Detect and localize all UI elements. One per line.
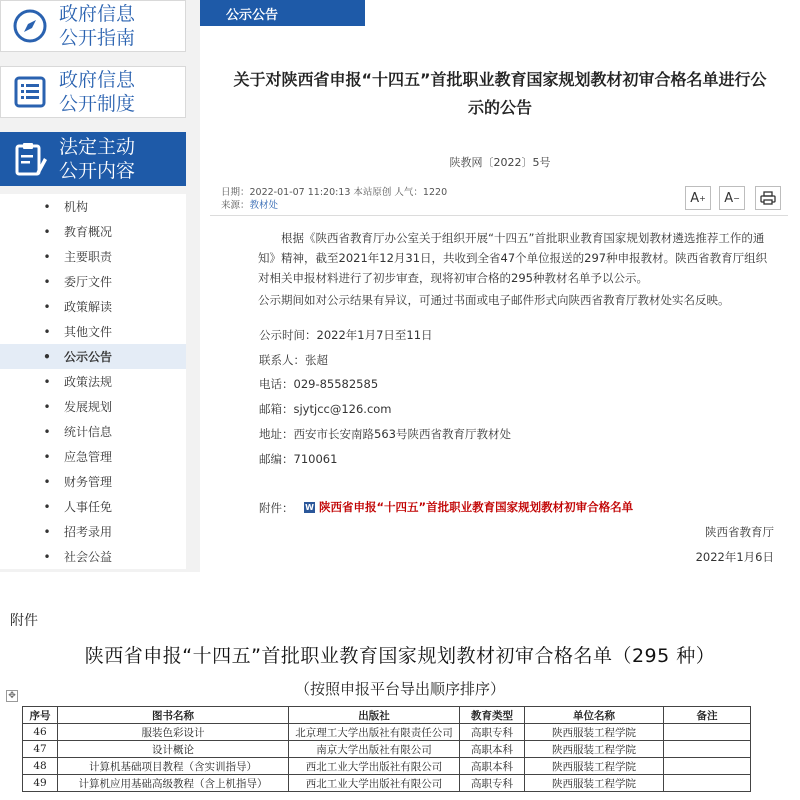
tile-label: 公开制度 xyxy=(59,93,136,115)
article-title xyxy=(200,66,800,122)
nav-item[interactable] xyxy=(0,194,186,219)
section-tab[interactable]: 公示公告 xyxy=(200,0,365,26)
cell xyxy=(664,724,751,741)
signature-org: 陕西省教育厅 xyxy=(705,525,774,539)
cell: 46 xyxy=(23,724,58,741)
attachment-subtitle: （按照申报平台导出顺序排序） xyxy=(294,680,505,698)
article-meta: 日期：2022-01-07 11:20:13 本站原创 人气：1220 xyxy=(221,187,448,198)
title-line: 示的公告 xyxy=(467,98,532,117)
signature-date: 2022年1月6日 xyxy=(695,550,774,564)
nav-item[interactable] xyxy=(0,369,186,394)
nav-label: 社会公益 xyxy=(64,550,113,564)
cell: 高职专科 xyxy=(460,775,525,792)
cell: 服装色彩设计 xyxy=(58,724,289,741)
nav-label: 机构 xyxy=(64,200,89,214)
info-line: 公示时间：2022年1月7日至11日 xyxy=(259,328,433,342)
nav-item[interactable] xyxy=(0,494,186,519)
nav-label: 应急管理 xyxy=(64,450,113,464)
approval-table xyxy=(22,706,751,792)
bullet-icon: • xyxy=(43,199,51,214)
print-button[interactable] xyxy=(755,186,781,210)
article-source xyxy=(221,197,278,211)
bullet-icon: • xyxy=(43,324,51,339)
printer-icon xyxy=(760,191,776,205)
word-doc-icon: W xyxy=(305,502,314,512)
clipboard-edit-icon xyxy=(1,141,59,177)
nav-item[interactable] xyxy=(0,319,186,344)
tile-label: 政府信息 xyxy=(59,3,136,25)
nav-label: 政策法规 xyxy=(64,375,113,389)
column-header: 单位名称 xyxy=(525,707,664,724)
nav-item-active[interactable] xyxy=(0,344,186,369)
column-header: 序号 xyxy=(23,707,58,724)
bullet-icon: • xyxy=(43,224,51,239)
cell: 高职本科 xyxy=(460,758,525,775)
nav-label: 其他文件 xyxy=(64,325,113,339)
cell: 计算机基础项目教程（含实训指导） xyxy=(58,758,289,775)
cell: 陕西服装工程学院 xyxy=(525,758,664,775)
column-header: 教育类型 xyxy=(460,707,525,724)
cell: 高职本科 xyxy=(460,741,525,758)
cell: 高职专科 xyxy=(460,724,525,741)
nav-item[interactable] xyxy=(0,519,186,544)
cell: 陕西服装工程学院 xyxy=(525,724,664,741)
info-line: 邮编：710061 xyxy=(259,452,338,466)
font-decrease-label: A xyxy=(724,190,734,206)
divider xyxy=(210,215,788,216)
nav-label: 招考录用 xyxy=(64,525,113,539)
bullet-icon: • xyxy=(43,399,51,414)
bullet-icon: • xyxy=(43,549,51,564)
bullet-icon: • xyxy=(43,299,51,314)
compass-icon xyxy=(1,9,59,43)
nav-item[interactable] xyxy=(0,294,186,319)
cell: 西北工业大学出版社有限公司 xyxy=(289,775,460,792)
bullet-icon: • xyxy=(43,349,51,364)
document-list-icon xyxy=(1,75,59,109)
bullet-icon: • xyxy=(43,424,51,439)
info-line: 联系人：张超 xyxy=(259,353,328,367)
nav-item[interactable] xyxy=(0,544,186,569)
font-decrease-button[interactable] xyxy=(719,186,745,210)
cell: 48 xyxy=(23,758,58,775)
paragraph: 公示期间如对公示结果有异议，可通过书面或电子邮件形式向陕西省教育厅教材处实名反映。 xyxy=(258,293,730,307)
cell: 南京大学出版社有限公司 xyxy=(289,741,460,758)
nav-label: 政策解读 xyxy=(64,300,113,314)
table-row xyxy=(23,758,751,775)
nav-label: 人事任免 xyxy=(64,500,113,514)
nav-item[interactable] xyxy=(0,244,186,269)
bullet-icon: • xyxy=(43,249,51,264)
attachment-link-text: 陕西省申报“十四五”首批职业教育国家规划教材初审合格名单 xyxy=(319,500,634,514)
table-row xyxy=(23,724,751,741)
nav-label: 教育概况 xyxy=(64,225,113,239)
bullet-icon: • xyxy=(43,374,51,389)
nav-label: 财务管理 xyxy=(64,475,113,489)
minus-icon: − xyxy=(733,193,740,203)
sidebar-nav xyxy=(0,194,186,569)
table-row xyxy=(23,741,751,758)
nav-label: 公示公告 xyxy=(64,350,113,364)
article-panel xyxy=(200,0,800,572)
sidebar-tile-system[interactable] xyxy=(0,66,186,118)
table-row xyxy=(23,775,751,792)
nav-item[interactable] xyxy=(0,269,186,294)
article-body xyxy=(258,228,778,310)
sidebar-tile-guide[interactable] xyxy=(0,0,186,52)
bullet-icon: • xyxy=(43,524,51,539)
cell: 47 xyxy=(23,741,58,758)
nav-label: 发展规划 xyxy=(64,400,113,414)
cell: 西北工业大学出版社有限公司 xyxy=(289,758,460,775)
nav-item[interactable] xyxy=(0,444,186,469)
tile-label: 政府信息 xyxy=(59,69,136,91)
nav-label: 统计信息 xyxy=(64,425,113,439)
title-line: 关于对陕西省申报“十四五”首批职业教育国家规划教材初审合格名单进行公 xyxy=(233,70,767,89)
cell: 49 xyxy=(23,775,58,792)
column-header: 出版社 xyxy=(289,707,460,724)
cell: 设计概论 xyxy=(58,741,289,758)
cell: 陕西服装工程学院 xyxy=(525,775,664,792)
document-number: 陕教网〔2022〕5号 xyxy=(449,156,551,169)
table-header-row xyxy=(23,707,751,724)
info-line: 电话：029-85582585 xyxy=(259,377,379,391)
tile-label: 公开内容 xyxy=(59,160,136,182)
table-move-handle-icon[interactable]: ✥ xyxy=(6,690,18,702)
tile-label: 公开指南 xyxy=(59,27,136,49)
cell: 计算机应用基础高级教程（含上机指导） xyxy=(58,775,289,792)
nav-item[interactable] xyxy=(0,469,186,494)
attachment-heading: 附件 xyxy=(10,613,38,629)
info-line: 地址：西安市长安南路563号陕西省教育厅教材处 xyxy=(259,427,511,441)
attachment-link[interactable] xyxy=(304,499,633,515)
plus-icon: + xyxy=(699,193,706,203)
nav-item[interactable] xyxy=(0,419,186,444)
cell: 北京理工大学出版社有限责任公司 xyxy=(289,724,460,741)
cell xyxy=(664,775,751,792)
column-header: 备注 xyxy=(664,707,751,724)
bullet-icon: • xyxy=(43,449,51,464)
source-link[interactable]: 教材处 xyxy=(249,200,279,211)
tile-label: 法定主动 xyxy=(59,136,136,158)
font-increase-button[interactable] xyxy=(685,186,711,210)
cell: 陕西服装工程学院 xyxy=(525,741,664,758)
bullet-icon: • xyxy=(43,499,51,514)
column-header: 图书名称 xyxy=(58,707,289,724)
font-increase-label: A xyxy=(690,190,700,206)
nav-label: 主要职责 xyxy=(64,250,113,264)
bullet-icon: • xyxy=(43,274,51,289)
bullet-icon: • xyxy=(43,474,51,489)
sidebar xyxy=(0,0,186,572)
nav-item[interactable] xyxy=(0,219,186,244)
info-line: 邮箱：sjytjcc@126.com xyxy=(259,402,392,416)
attachment-title: 陕西省申报“十四五”首批职业教育国家规划教材初审合格名单（295 种） xyxy=(84,645,716,667)
source-label: 来源： xyxy=(221,200,250,211)
paragraph: 根据《陕西省教育厅办公室关于组织开展“十四五”首批职业教育国家规划教材遴选推荐工作的通知》精神，截至2021年12月31日，共收到全省47个单位报送的297种申报教材。陕西省教育厅组织对相关申报材料进行了初步审查，现将初审合格的295种教材名单予以公示。 xyxy=(258,231,768,285)
nav-item[interactable] xyxy=(0,394,186,419)
cell xyxy=(664,758,751,775)
attachment-label: 附件： xyxy=(259,501,294,515)
cell xyxy=(664,741,751,758)
nav-label: 委厅文件 xyxy=(64,275,113,289)
sidebar-tile-content[interactable] xyxy=(0,132,186,186)
